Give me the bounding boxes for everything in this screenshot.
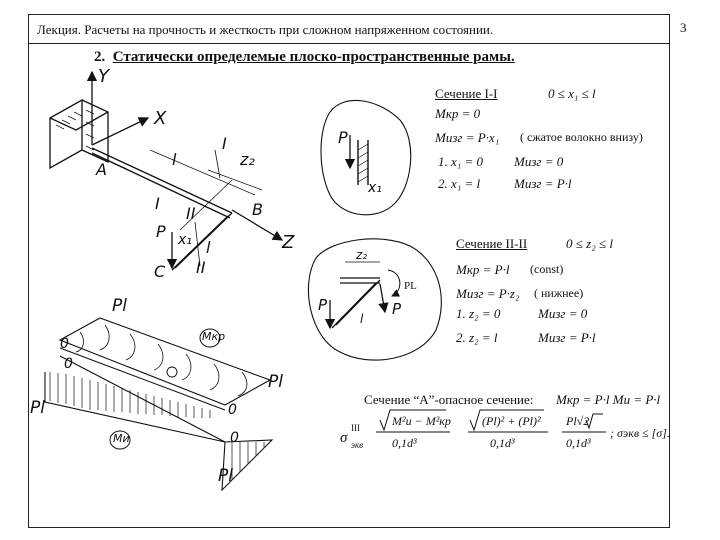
point-a-label: A bbox=[96, 160, 107, 179]
diagram-zero-a: 0 bbox=[60, 336, 69, 352]
section-number: 2. bbox=[94, 49, 106, 65]
section-i-range: 0 ≤ x₁ ≤ l bbox=[548, 86, 596, 101]
mi-hatch-right bbox=[232, 442, 264, 480]
section-ii-row2-m: Mизг = P·l bbox=[538, 330, 596, 345]
section-ii-heading: Сечение II-II bbox=[456, 236, 528, 251]
sketch-i-load: P bbox=[338, 128, 348, 147]
section-ii-mizg-note: ( нижнее) bbox=[534, 286, 584, 300]
axis-y-label: Y bbox=[98, 66, 109, 87]
axis-x bbox=[92, 118, 148, 145]
section-i-mkr: Mкр = 0 bbox=[435, 106, 481, 121]
section-i-row2-x: 2. x₁ = l bbox=[438, 176, 481, 191]
length-x1-label: x₁ bbox=[178, 232, 192, 248]
formula-num2: (Pl)² + (Pl)² bbox=[482, 414, 541, 428]
section-i-cut: I bbox=[155, 194, 160, 213]
section-i-row1-m: Mизг = 0 bbox=[514, 154, 564, 169]
section-ii-row2-z: 2. z₂ = l bbox=[456, 330, 498, 345]
wall-side bbox=[82, 100, 108, 162]
section-i-row2-m: Mизг = P·l bbox=[514, 176, 572, 191]
sketch-ii-load-b: P bbox=[392, 300, 402, 318]
header-title: Лекция. Расчеты на прочность и жесткость при сложном напряженном состоянии. bbox=[37, 22, 494, 37]
section-ii-cut: II bbox=[196, 258, 206, 277]
formula-tail: ; σэкв ≤ [σ]. bbox=[610, 426, 670, 440]
force-diagrams bbox=[45, 318, 272, 490]
mkr-diagram-label: Mкр bbox=[202, 330, 226, 343]
page-number: 3 bbox=[680, 20, 687, 35]
sketch-ii-coord: z₂ bbox=[356, 248, 368, 262]
section-ii-mkr: Mкр = P·l bbox=[456, 262, 510, 277]
formula-num1: M²и − M²кр bbox=[392, 414, 451, 428]
formula-sigma-sub: экв bbox=[351, 440, 364, 450]
formula-num3: Pl√2 bbox=[566, 414, 590, 428]
axis-z-label: Z bbox=[282, 232, 295, 253]
formula-sigma: σ bbox=[340, 430, 348, 446]
section-i-mizg: Mизг = P·x₁ bbox=[435, 130, 500, 145]
section-ii-mizg: Mизг = P·z₂ bbox=[456, 286, 520, 301]
section-title-text: Статически определемые плоско-пространственные рамы. bbox=[112, 49, 515, 65]
section-ii-mkr-note: (const) bbox=[530, 262, 564, 276]
mkr-diagram bbox=[60, 318, 270, 405]
danger-moments: Mкр = P·l Mи = P·l bbox=[556, 392, 661, 407]
formula-den2: 0,1d³ bbox=[490, 436, 515, 450]
diagram-pl-bottom: Pl bbox=[218, 466, 233, 486]
diagram-pl-right: Pl bbox=[268, 372, 283, 392]
point-c-label: C bbox=[154, 262, 166, 281]
formula-sigma-sup: III bbox=[351, 423, 360, 433]
formula-den1: 0,1d³ bbox=[392, 436, 417, 450]
section-ii-mark: II bbox=[186, 204, 196, 223]
section-i-mizg-note: ( сжатое волокно внизу) bbox=[520, 130, 643, 144]
danger-heading: Сечение “A”-опасное сечение: bbox=[364, 392, 534, 407]
formula-den3: 0,1d³ bbox=[566, 436, 591, 450]
section-i-mark: I bbox=[222, 134, 227, 153]
frame-diagram bbox=[50, 72, 282, 270]
point-b-label: B bbox=[252, 200, 263, 219]
diagram-zero-c: 0 bbox=[228, 402, 237, 418]
diagram-pl-left: Pl bbox=[30, 398, 45, 418]
diagram-zero-b: 0 bbox=[64, 356, 73, 372]
section-i-sketch bbox=[321, 100, 411, 214]
length-l1-label: l bbox=[172, 150, 177, 169]
length-z2-label: z₂ bbox=[240, 150, 255, 169]
diagram-zero-d: 0 bbox=[230, 430, 239, 446]
section-ii-row1-m: Mизг = 0 bbox=[538, 306, 588, 321]
section-i-heading: Сечение I-I bbox=[435, 86, 498, 101]
sketch-ii-len: l bbox=[360, 312, 364, 326]
section-ii-range: 0 ≤ z₂ ≤ l bbox=[566, 236, 613, 251]
section-ii-sketch bbox=[308, 239, 441, 360]
sketch-ii-load-a: P bbox=[318, 296, 328, 314]
section-ii-row1-z: 1. z₂ = 0 bbox=[456, 306, 501, 321]
wall-front bbox=[50, 100, 82, 168]
load-p-label: P bbox=[156, 222, 166, 241]
section-i-row1-x: 1. x₁ = 0 bbox=[438, 154, 484, 169]
mi-diagram-label: Mи bbox=[113, 432, 130, 445]
axis-x-label: X bbox=[154, 108, 167, 129]
sketch-i-coord: x₁ bbox=[368, 180, 382, 196]
length-l2-label: l bbox=[206, 238, 211, 257]
diagram-pl-top: Pl bbox=[112, 296, 127, 316]
sketch-ii-moment: PL bbox=[404, 280, 417, 292]
